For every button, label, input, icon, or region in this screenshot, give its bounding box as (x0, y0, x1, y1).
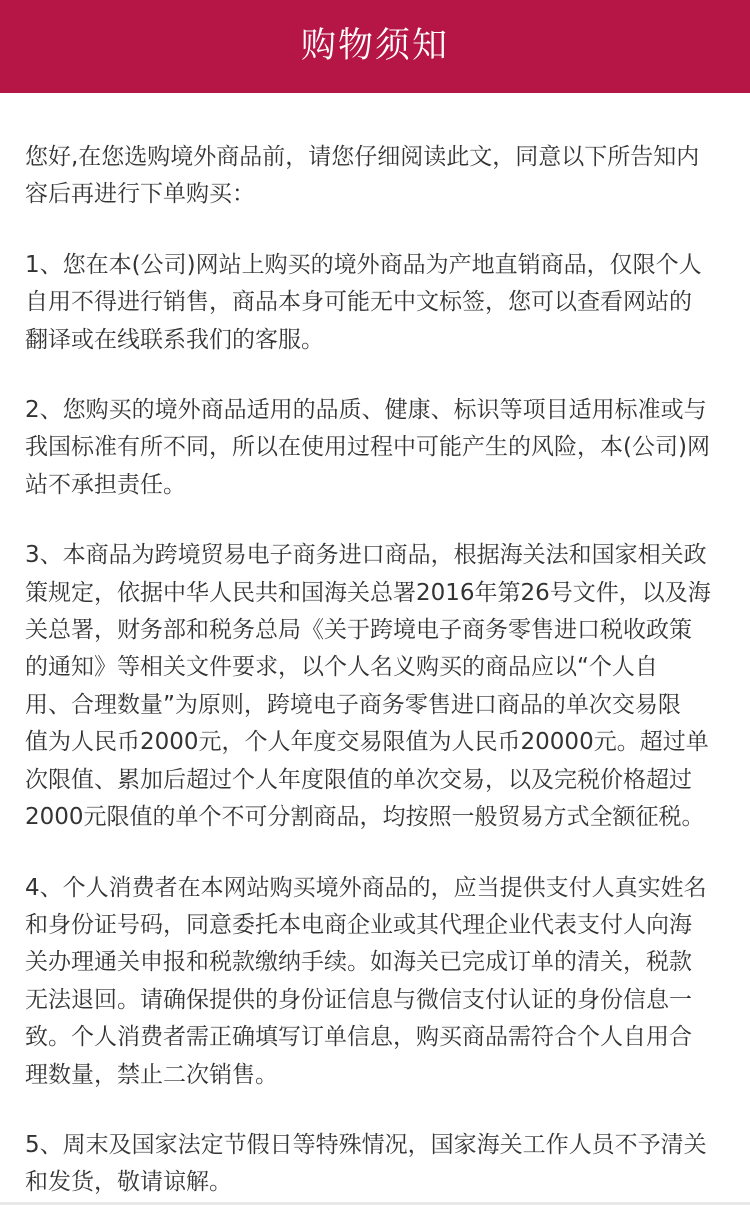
notice-item-3: 3、本商品为跨境贸易电子商务进口商品，根据海关法和国家相关政 策规定，依据中华人民共和国海关总署2016年第26号文件，以及海 关总署，财务部和税务总局《关于跨境电子商务零售进口税收政策 的通知》等相关文件要求，以个人名义购买的商品应以“个人自 用、合理数量”为原则，跨境电子商务零售进口商品的单次交易限 值为人民币2000元，个人年度交易限值为人民币20000元。超过单 次限值、累加后超过个人年度限值的单次交易，以及完税价格超过 2000元限值的单个不可分割商品，均按照一般贸易方式全额征税。 (25, 542, 711, 831)
notice-item-5: 5、周末及国家法定节假日等特殊情况，国家海关工作人员不予清关 和发货，敬请谅解。 (25, 1131, 707, 1196)
notice-item-4: 4、个人消费者在本网站购买境外商品的，应当提供支付人真实姓名 和身份证号码，同意委托本电商企业或其代理企业代表支付人向海 关办理通关申报和税款缴纳手续。如海关已完成订单的清关，税款 无法退回。请确保提供的身份证信息与微信支付认证的身份信息一 致。个人消费者需正确填写订单信息，购买商品需符合个人自用合 理数量，禁止二次销售。 (25, 874, 707, 1088)
notice-intro: 您好,在您选购境外商品前，请您仔细阅读此文，同意以下所告知内 容后再进行下单购买： (25, 144, 700, 208)
header-bar (0, 0, 750, 93)
notice-item-2: 2、您购买的境外商品适用的品质、健康、标识等项目适用标准或与 我国标准有所不同，所以在使用过程中可能产生的风险，本(公司)网 站不承担责任。 (25, 397, 710, 498)
notice-item-1: 1、您在本(公司)网站上购买的境外商品为产地直销商品，仅限个人 自用不得进行销售，商品本身可能无中文标签，您可以查看网站的 翻译或在线联系我们的客服。 (25, 251, 702, 353)
page-title: 购物须知 (300, 26, 449, 66)
notice-content (25, 139, 730, 1202)
